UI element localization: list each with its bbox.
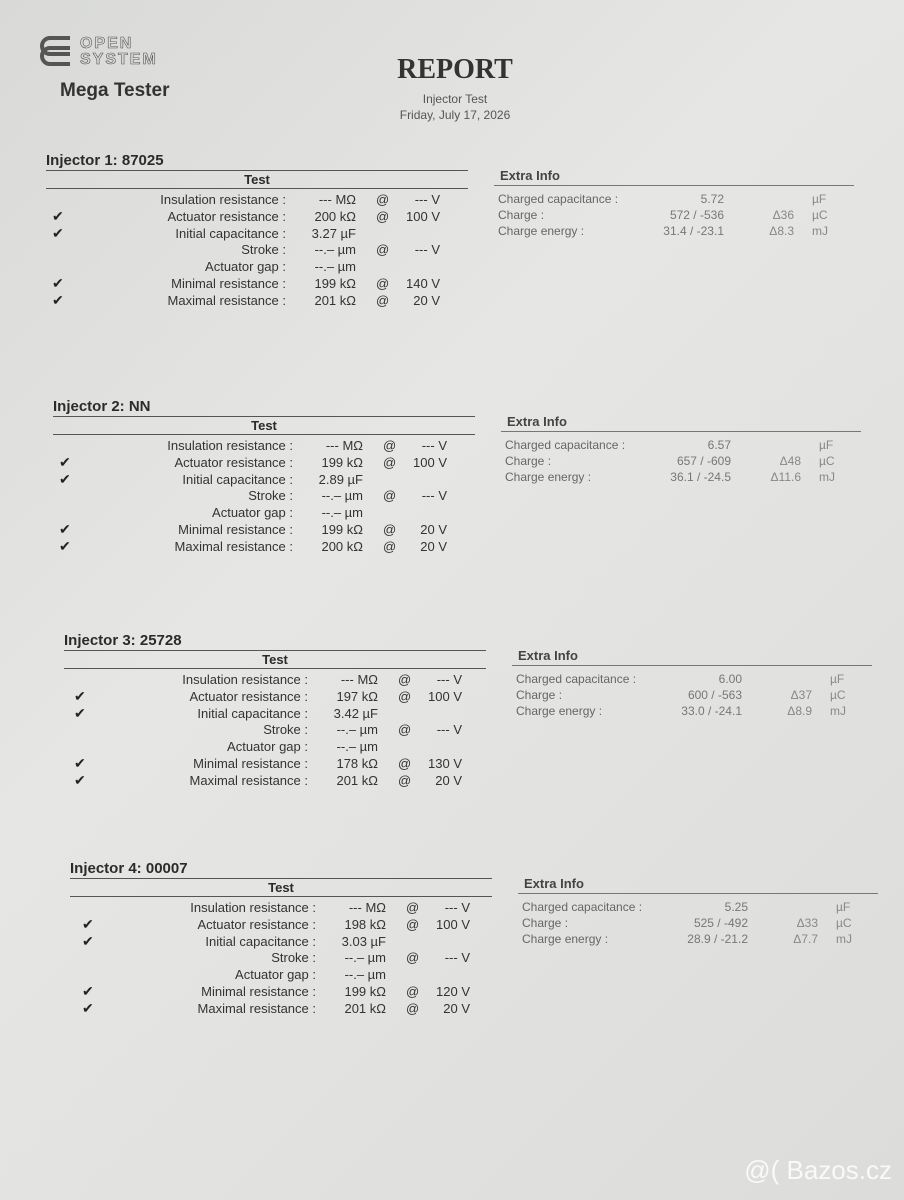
test-row-value: --- MΩ [348,900,386,915]
test-row [76,917,506,933]
extra-unit: µC [830,688,846,702]
test-row [53,472,483,488]
test-row [46,293,476,309]
extra-label: Charged capacitance : [516,672,637,686]
at-sign: @ [376,276,390,291]
test-row-label: Actuator resistance : [189,688,308,704]
test-row [68,706,498,722]
test-row-value: --.– µm [314,259,356,275]
at-sign: @ [398,672,412,687]
extra-info-title: Extra Info [507,414,567,429]
at-sign: @ [406,984,420,999]
extra-value: 5.25 [724,900,748,914]
extra-info-row [512,704,872,720]
at-sign: @ [398,756,412,771]
test-row-voltage: 100 V [436,916,470,932]
at-sign: @ [398,772,412,788]
test-row-voltage: 20 V [413,292,440,308]
test-row-voltage: --- V [436,672,462,687]
at-sign: @ [406,1000,420,1016]
test-row-label: Minimal resistance : [193,756,308,771]
extra-info-row [501,438,861,454]
test-row-label: Actuator gap : [227,739,308,755]
test-row-label: Insulation resistance : [167,438,293,453]
test-row [68,773,498,789]
at-sign: @ [376,208,390,224]
extra-label: Charge : [505,454,552,468]
test-row-value: 200 kΩ [314,208,356,224]
extra-info-panel [518,870,878,950]
test-row-value: --.– µm [321,488,363,504]
test-row-value: --- MΩ [318,192,356,207]
test-row-value: 2.89 µF [318,471,363,487]
test-row [76,984,506,1000]
open-system-logo-icon [40,32,76,70]
extra-info-row [512,688,872,704]
checkmark-icon: ✔ [59,521,71,537]
extra-delta: Δ48 [779,454,801,468]
checkmark-icon: ✔ [74,755,86,771]
at-sign: @ [383,522,397,537]
test-row [68,756,498,772]
test-row-label: Initial capacitance : [182,471,293,487]
checkmark-icon: ✔ [52,275,64,291]
extra-value: 33.0 / -24.1 [681,704,742,718]
extra-info-header [518,876,878,894]
extra-value: 600 / -563 [687,688,742,702]
test-row-label: Actuator gap : [235,967,316,983]
test-row-label: Maximal resistance : [197,1000,316,1016]
test-row-value: 199 kΩ [314,276,356,291]
test-row [76,1001,506,1017]
extra-info-title: Extra Info [518,648,578,663]
extra-value: 36.1 / -24.5 [670,470,731,484]
test-row-value: 201 kΩ [336,772,378,788]
test-table-header [64,650,486,669]
extra-label: Charge : [498,208,545,222]
logo-line-1: OPEN [80,35,134,52]
at-sign: @ [398,722,412,738]
checkmark-icon: ✔ [52,207,64,224]
test-row-voltage: --- V [421,438,447,453]
test-row-voltage: --- V [414,192,440,207]
extra-delta: Δ33 [796,916,818,930]
test-row-value: 199 kΩ [321,522,363,537]
test-row-label: Actuator resistance : [174,454,293,470]
extra-delta: Δ36 [772,208,794,222]
extra-unit: µC [836,916,852,930]
extra-value: 525 / -492 [693,916,748,930]
extra-info-row [518,916,878,932]
test-table-header [53,416,475,435]
extra-label: Charge : [522,916,569,930]
test-row-label: Minimal resistance : [171,276,286,291]
test-row [68,689,498,705]
checkmark-icon: ✔ [74,771,86,788]
test-row-value: 201 kΩ [314,292,356,308]
extra-unit: µF [836,900,851,914]
injector-section [46,152,904,352]
extra-value: 657 / -609 [676,454,731,468]
test-row-value: --.– µm [314,242,356,258]
checkmark-icon: ✔ [59,470,71,487]
test-row-voltage: 20 V [420,538,447,554]
test-row [76,900,506,916]
extra-delta: Δ8.3 [769,224,794,238]
test-row-label: Initial capacitance : [205,933,316,949]
at-sign: @ [383,488,397,504]
test-row-label: Actuator resistance : [197,916,316,932]
checkmark-icon: ✔ [52,291,64,308]
test-row [68,672,498,688]
report-subtitle: Injector Test [422,92,488,106]
test-row-value: --- MΩ [325,438,363,453]
extra-value: 6.00 [718,672,742,686]
at-sign: @ [406,950,420,966]
extra-label: Charge energy : [522,932,609,946]
test-row-label: Stroke : [271,950,316,966]
product-name: Mega Tester [60,80,170,101]
injector-title: Injector 2: NN [53,398,151,415]
extra-value: 31.4 / -23.1 [663,224,724,238]
at-sign: @ [406,916,420,932]
test-row-voltage: 100 V [406,208,440,224]
logo [40,32,210,104]
extra-label: Charge energy : [498,224,585,238]
test-row-voltage: 20 V [443,1000,470,1016]
extra-value: 28.9 / -21.2 [687,932,748,946]
checkmark-icon: ✔ [59,453,71,470]
test-row-value: 3.27 µF [311,225,356,241]
test-row-value: --.– µm [344,967,386,983]
test-row-label: Minimal resistance : [201,984,316,999]
injector-title: Injector 4: 00007 [70,860,188,877]
test-row [53,539,483,555]
at-sign: @ [376,242,390,258]
test-row-label: Insulation resistance : [182,672,308,687]
test-row [53,505,483,521]
test-row-value: --.– µm [336,739,378,755]
test-row-voltage: --- V [444,950,470,966]
test-row-voltage: 120 V [436,984,470,999]
test-row-value: --- MΩ [340,672,378,687]
checkmark-icon: ✔ [82,915,94,932]
test-row-voltage: --- V [421,488,447,504]
at-sign: @ [383,438,397,453]
test-row-label: Insulation resistance : [160,192,286,207]
checkmark-icon: ✔ [82,932,94,949]
checkmark-icon: ✔ [74,704,86,721]
test-row-voltage: 20 V [420,522,447,537]
test-row [46,209,476,225]
extra-label: Charged capacitance : [505,438,626,452]
test-row-voltage: 140 V [406,276,440,291]
injector-section [53,398,904,598]
test-row-label: Initial capacitance : [197,705,308,721]
extra-info-header [512,648,872,666]
extra-info-row [501,454,861,470]
test-row [53,488,483,504]
test-header-label: Test [244,172,270,187]
test-row [76,950,506,966]
test-row-label: Insulation resistance : [190,900,316,915]
extra-delta: Δ8.9 [787,704,812,718]
extra-label: Charge energy : [505,470,592,484]
test-row [46,259,476,275]
extra-info-row [501,470,861,486]
at-sign: @ [376,192,390,207]
extra-info-title: Extra Info [500,168,560,183]
extra-value: 6.57 [707,438,731,452]
test-row-label: Minimal resistance : [178,522,293,537]
at-sign: @ [398,688,412,704]
test-row [46,242,476,258]
test-header-label: Test [268,880,294,895]
test-row [46,192,476,208]
test-row [46,226,476,242]
test-row-label: Stroke : [241,242,286,258]
logo-line-2: SYSTEM [80,51,158,68]
extra-info-header [501,414,861,432]
extra-unit: µF [819,438,834,452]
test-row-value: --.– µm [336,722,378,738]
extra-label: Charged capacitance : [522,900,643,914]
test-header-label: Test [251,418,277,433]
test-row-value: 178 kΩ [336,756,378,771]
checkmark-icon: ✔ [74,687,86,704]
injector-title: Injector 1: 87025 [46,152,164,169]
test-row-voltage: 130 V [428,756,462,771]
extra-unit: µC [819,454,835,468]
extra-value: 572 / -536 [669,208,724,222]
test-header-label: Test [262,652,288,667]
extra-info-row [494,224,854,240]
checkmark-icon: ✔ [59,537,71,554]
extra-info-row [518,932,878,948]
extra-label: Charge energy : [516,704,603,718]
extra-info-panel [512,642,872,722]
extra-info-row [494,192,854,208]
test-row-voltage: 100 V [428,688,462,704]
extra-info-panel [501,408,861,488]
test-row-value: 3.03 µF [341,933,386,949]
extra-delta: Δ37 [790,688,812,702]
checkmark-icon: ✔ [52,224,64,241]
test-row-value: --.– µm [321,505,363,521]
injector-title: Injector 3: 25728 [64,632,182,649]
test-row-label: Initial capacitance : [175,225,286,241]
test-row-label: Stroke : [248,488,293,504]
test-row-value: 201 kΩ [344,1000,386,1016]
test-table-header [46,170,468,189]
extra-info-panel [494,162,854,242]
test-row-label: Actuator gap : [212,505,293,521]
test-row [53,438,483,454]
extra-info-header [494,168,854,186]
test-row [53,522,483,538]
test-row [46,276,476,292]
extra-info-row [494,208,854,224]
report-date: Friday, July 17, 2026 [399,108,511,122]
test-table-header [70,878,492,897]
extra-unit: µF [812,192,827,206]
test-row-voltage: --- V [444,900,470,915]
at-sign: @ [383,454,397,470]
test-row [68,722,498,738]
test-row-voltage: 20 V [435,772,462,788]
test-row-value: 200 kΩ [321,538,363,554]
test-row-label: Maximal resistance : [189,772,308,788]
watermark: @( Bazos.cz [744,1155,892,1185]
test-row-label: Actuator resistance : [167,208,286,224]
test-row-value: 3.42 µF [333,705,378,721]
extra-delta: Δ7.7 [793,932,818,946]
test-row-label: Maximal resistance : [167,292,286,308]
test-row-value: 198 kΩ [344,916,386,932]
test-row-value: 199 kΩ [344,984,386,999]
extra-unit: mJ [836,932,852,946]
extra-info-row [518,900,878,916]
extra-delta: Δ11.6 [770,470,801,484]
test-row-voltage: --- V [436,722,462,738]
checkmark-icon: ✔ [82,999,94,1016]
test-row-value: 199 kΩ [321,454,363,470]
test-row-value: 197 kΩ [336,688,378,704]
checkmark-icon: ✔ [82,983,94,999]
injector-section [70,860,904,1060]
extra-value: 5.72 [700,192,724,206]
extra-info-title: Extra Info [524,876,584,891]
extra-unit: µF [830,672,845,686]
logo-wordmark [80,36,158,68]
test-row-value: --.– µm [344,950,386,966]
test-row-label: Actuator gap : [205,259,286,275]
at-sign: @ [376,292,390,308]
test-row-voltage: 100 V [413,454,447,470]
extra-unit: mJ [812,224,828,238]
test-row-label: Stroke : [263,722,308,738]
test-row [76,934,506,950]
test-row-label: Maximal resistance : [174,538,293,554]
at-sign: @ [406,900,420,915]
extra-label: Charge : [516,688,563,702]
extra-info-row [512,672,872,688]
report-title: REPORT [397,54,513,85]
extra-label: Charged capacitance : [498,192,619,206]
extra-unit: mJ [830,704,846,718]
test-row-voltage: --- V [414,242,440,258]
test-row [68,739,498,755]
extra-unit: mJ [819,470,835,484]
test-row [76,967,506,983]
test-row [53,455,483,471]
extra-unit: µC [812,208,828,222]
at-sign: @ [383,538,397,554]
injector-section [64,632,904,832]
